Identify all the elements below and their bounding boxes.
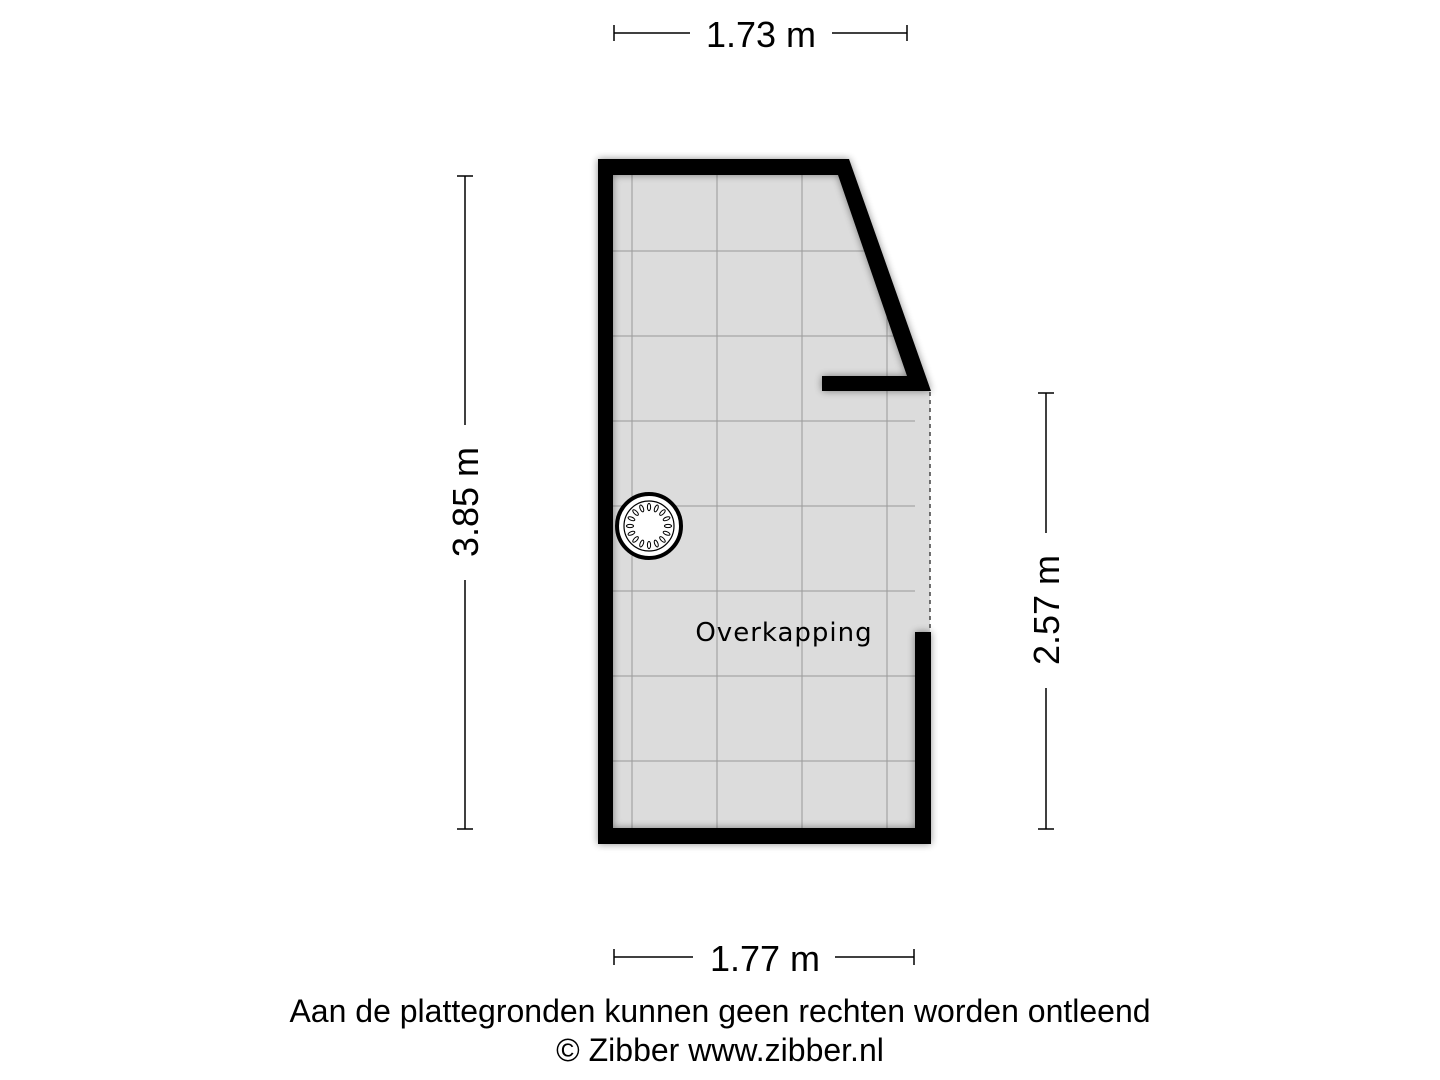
dimension-right-label: 2.57 m (1026, 554, 1067, 666)
dimension-left-label: 3.85 m (445, 446, 486, 558)
dimension-top-label: 1.73 m (705, 14, 817, 55)
drain-icon (617, 494, 681, 558)
dimension-bottom-label: 1.77 m (709, 938, 821, 979)
disclaimer-text: Aan de plattegronden kunnen geen rechten worden ontleend (289, 993, 1151, 1029)
copyright-text: © Zibber www.zibber.nl (556, 1032, 884, 1068)
room-label: Overkapping (695, 618, 873, 648)
